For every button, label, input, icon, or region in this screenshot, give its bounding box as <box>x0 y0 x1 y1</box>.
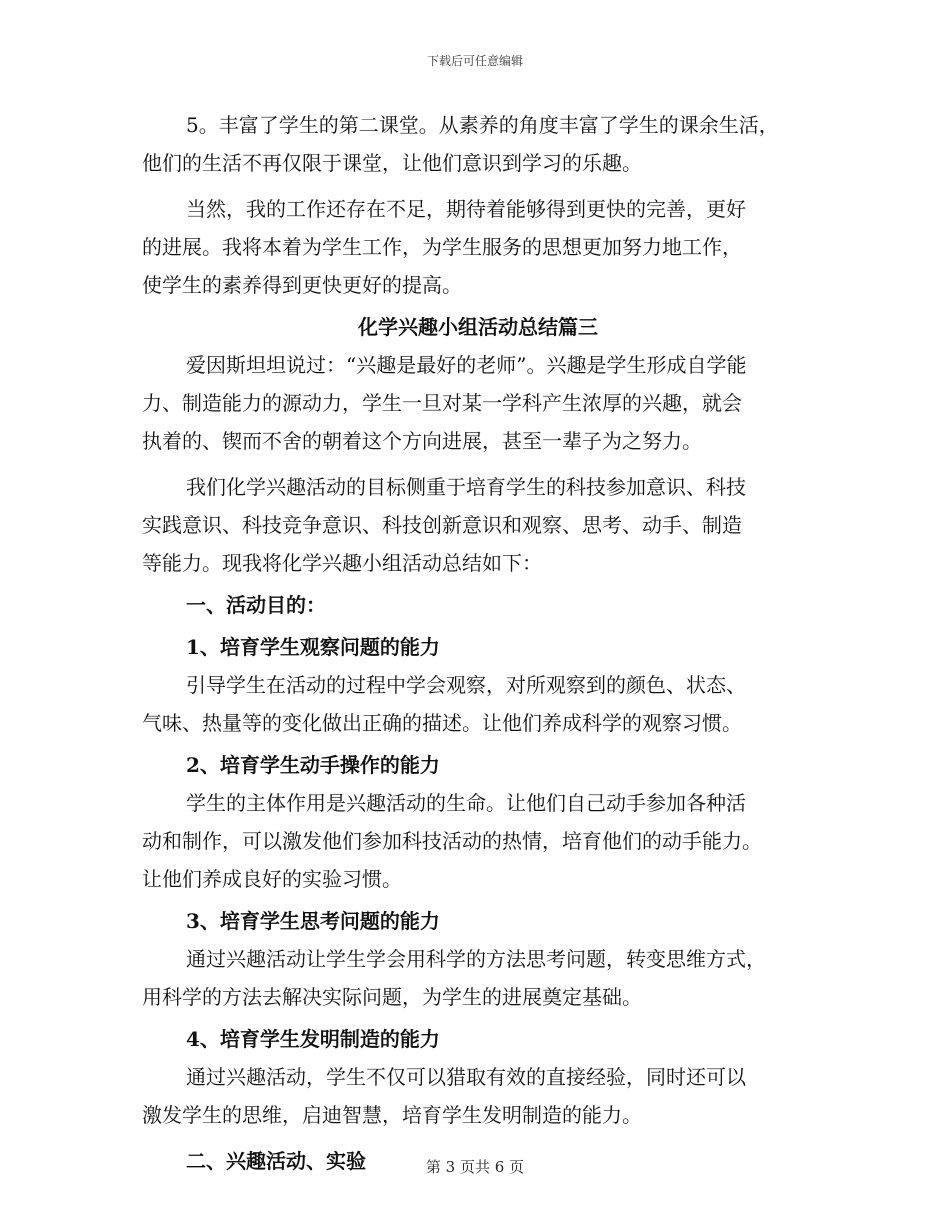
paragraph-line: 执着的、锲而不舍的朝着这个方向进展，甚至一辈子为之努力。 <box>142 429 702 453</box>
paragraph-line: 通过兴趣活动让学生学会用科学的方法思考问题，转变思维方式， <box>186 947 766 971</box>
heading-activities-experiments: 二、兴趣活动、实验 <box>186 1149 366 1173</box>
subheading-observation: 1、培育学生观察问题的能力 <box>186 635 440 659</box>
paragraph-line: 爱因斯坦坦说过：“兴趣是最好的老师”。兴趣是学生形成自学能 <box>186 353 747 377</box>
heading-activity-purpose: 一、活动目的： <box>186 593 326 617</box>
paragraph-line: 用科学的方法去解决实际问题，为学生的进展奠定基础。 <box>142 985 642 1009</box>
paragraph-line: 等能力。现我将化学兴趣小组活动总结如下： <box>142 551 542 575</box>
paragraph-line: 气味、热量等的变化做出正确的描述。让他们养成科学的观察习惯。 <box>142 711 742 735</box>
paragraph-line: 5。丰富了学生的第二课堂。从素养的角度丰富了学生的课余生活， <box>186 113 779 137</box>
paragraph-5 <box>142 666 814 742</box>
paragraph-line: 动和制作，可以激发他们参加科技活动的热情，培育他们的动手能力。 <box>142 829 762 853</box>
paragraph-line: 使学生的素养得到更快更好的提高。 <box>142 273 462 297</box>
paragraph-line: 激发学生的思维，启迪智慧，培育学生发明制造的能力。 <box>142 1103 642 1127</box>
subheading-hands-on: 2、培育学生动手操作的能力 <box>186 753 440 777</box>
paragraph-3 <box>142 346 814 460</box>
paragraph-line: 通过兴趣活动，学生不仅可以猎取有效的直接经验，同时还可以 <box>186 1065 746 1089</box>
paragraph-line: 的进展。我将本着为学生工作，为学生服务的思想更加努力地工作， <box>142 235 742 259</box>
paragraph-line: 他们的生活不再仅限于课堂，让他们意识到学习的乐趣。 <box>142 151 642 175</box>
subheading-invention: 4、培育学生发明制造的能力 <box>186 1027 440 1051</box>
subheading-thinking: 3、培育学生思考问题的能力 <box>186 909 440 933</box>
page-header: 下载后可任意编辑 <box>426 54 523 68</box>
paragraph-line: 引导学生在活动的过程中学会观察，对所观察到的颜色、状态、 <box>186 673 746 697</box>
paragraph-4 <box>142 468 814 582</box>
paragraph-8 <box>142 1058 814 1134</box>
paragraph-line: 让他们养成良好的实验习惯。 <box>142 867 402 891</box>
paragraph-line: 我们化学兴趣活动的目标侧重于培育学生的科技参加意识、科技 <box>186 475 746 499</box>
page-content <box>142 106 814 1180</box>
paragraph-2 <box>142 190 814 304</box>
paragraph-line: 当然，我的工作还存在不足，期待着能够得到更快的完善，更好 <box>186 197 746 221</box>
page-footer: 第 3 页共 6 页 <box>425 1158 525 1176</box>
paragraph-line: 实践意识、科技竞争意识、科技创新意识和观察、思考、动手、制造 <box>142 513 742 537</box>
section-title: 化学兴趣小组活动总结篇三 <box>358 315 598 339</box>
paragraph-1 <box>142 106 814 182</box>
paragraph-7 <box>142 940 814 1016</box>
paragraph-6 <box>142 784 814 898</box>
paragraph-line: 力、制造能力的源动力，学生一旦对某一学科产生浓厚的兴趣，就会 <box>142 391 742 415</box>
paragraph-line: 学生的主体作用是兴趣活动的生命。让他们自己动手参加各种活 <box>186 791 746 815</box>
